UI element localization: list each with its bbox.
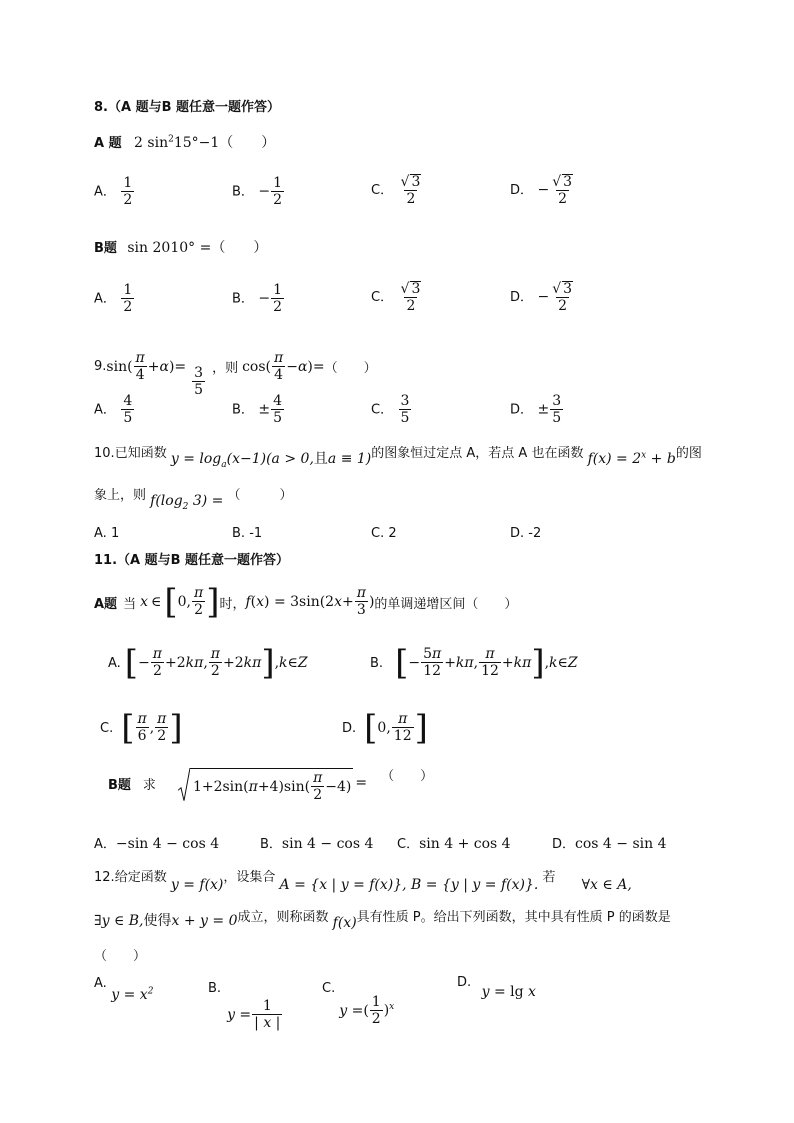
fraction: $\frac{3}{5}$: [400, 393, 410, 426]
q9-stem: 9. sin( $\frac{\pi}{4}$ +α)= $\frac{3}{5}$ ，则 cos( $\frac{\pi}{4}$ −α)= （ ）: [94, 350, 377, 398]
q10-option-c[interactable]: C. 2: [371, 526, 397, 541]
q8-a-expr: 2 $\sin^215^\circ-1$（ ）: [134, 134, 276, 151]
q8-a-option-d[interactable]: D． − $\frac{√ 3}{2}$: [510, 174, 576, 206]
q11-b-option-c[interactable]: C．sin 4 + cos 4: [397, 836, 511, 852]
fraction: $\frac{1}{2}$: [123, 282, 133, 315]
q10-option-d[interactable]: D. -2: [510, 526, 542, 541]
q12-option-a[interactable]: A. $y = x^2$: [94, 975, 154, 1003]
fraction: $\frac{\pi}{2}$: [157, 711, 167, 744]
q12-stem-line2: ∃y ∈ B,使得x + y = 0成立，则称函数 f(x)具有性质 P。给出下列函数，其中具有性质 P 的函数是: [94, 910, 671, 931]
fraction: $\frac{√ 3}{2}$: [400, 281, 421, 314]
fraction: $\frac{1}{| x |}$: [254, 998, 281, 1031]
q8-header: 8.（A 题与B 题任意一题作答）: [94, 100, 281, 115]
fraction: $\frac{\pi}{12}$: [393, 711, 412, 744]
q10-option-a[interactable]: A. 1: [94, 526, 120, 541]
fraction: $\frac{1}{2}$: [273, 175, 283, 208]
fraction: $\frac{\pi}{3}$: [356, 585, 366, 618]
fraction: $\frac{3}{5}$: [194, 365, 204, 398]
fraction: $\frac{\pi}{12}$: [481, 646, 499, 679]
fraction: $\frac{\pi}{4}$: [274, 350, 284, 383]
radical-sign-icon: [178, 768, 190, 802]
fraction: $\frac{\pi}{2}$: [193, 585, 204, 618]
q8-b-option-d[interactable]: D． − $\frac{√ 3}{2}$: [510, 281, 576, 313]
q10-func2: $f(x) = 2^x + b$: [587, 450, 676, 467]
fraction: $\frac{\pi}{4}$: [135, 350, 145, 383]
fraction: $\frac{1}{2}$: [123, 175, 133, 208]
q10-func3: $f(\log_2$ 3) =: [150, 493, 224, 512]
q9-option-d[interactable]: D． ± $\frac{3}{5}$: [510, 393, 562, 426]
q10-option-b[interactable]: B. -1: [232, 526, 263, 541]
q9-option-b[interactable]: B． ± $\frac{4}{5}$: [232, 393, 283, 426]
fraction: $\frac{3}{5}$: [552, 393, 562, 426]
q11-a-option-d[interactable]: D. [ 0, $\frac{\pi}{12}$ ]: [342, 708, 428, 748]
fraction: $\frac{\pi}{2}$: [152, 646, 162, 679]
fraction: $\frac{5\pi}{12}$: [423, 646, 442, 679]
q9-option-a[interactable]: A． $\frac{4}{5}$: [94, 393, 133, 426]
q11-b-option-b[interactable]: B．sin 4 − cos 4: [260, 836, 374, 852]
q10-stem-line2: 象上，则 $f(\log_2$ 3) = （ ）: [94, 488, 293, 512]
q12-func2: f(x): [332, 915, 357, 931]
fraction: $\frac{√ 3}{2}$: [552, 174, 573, 207]
q8-a-option-c[interactable]: C． $\frac{√ 3}{2}$: [371, 174, 424, 206]
q8-a-option-a[interactable]: A． $\frac{1}{2}$: [94, 175, 133, 208]
q11-b-stem: B题 求 1+2sin(π+4)sin( $\frac{\pi}{2}$ −4) = （ ）: [108, 768, 434, 803]
q8-a-label: A 题: [94, 136, 122, 151]
fraction: $\frac{√ 3}{2}$: [552, 281, 573, 314]
q12-sets: A = {x | y = f(x)}, B = {y | y = f(x)}.: [279, 877, 539, 893]
fraction: $\frac{√ 3}{2}$: [400, 174, 421, 207]
square-root: 1+2sin(π+4)sin( $\frac{\pi}{2}$ −4): [178, 768, 353, 802]
fraction: $\frac{4}{5}$: [123, 393, 133, 426]
q8-a-option-b[interactable]: B． − $\frac{1}{2}$: [232, 175, 283, 208]
fraction: $\frac{1}{2}$: [371, 994, 381, 1027]
q12-forall: ∀x ∈ A,: [581, 877, 632, 893]
q9-option-c[interactable]: C． $\frac{3}{5}$: [371, 393, 410, 426]
fraction: $\frac{1}{2}$: [273, 282, 283, 315]
q12-func1: y = f(x): [170, 877, 224, 893]
q12-paren: （ ）: [94, 949, 147, 964]
q11-a-option-b[interactable]: B. [ − $\frac{5\pi}{12}$ +kπ, $\frac{\pi}{12}$ +kπ ] ,k∈Z: [370, 643, 578, 683]
q8-b-stem: [94, 237, 267, 257]
q11-header: 11.（A 题与B 题任意一题作答）: [94, 553, 290, 568]
q11-a-option-c[interactable]: C. [ $\frac{\pi}{6}$ , $\frac{\pi}{2}$ ]: [100, 708, 183, 748]
q11-b-option-a[interactable]: A．−sin 4 − cos 4: [94, 836, 220, 852]
q10-stem-line1: 10.已知函数 $y = \log_a(x-1)(a > 0$,且a ≡ 1)的图象恒过定点 A，若点 A 也在函数 $f(x) = 2^x + b$的图: [94, 446, 702, 470]
fraction: $\frac{\pi}{2}$: [210, 646, 220, 679]
fraction: $\frac{\pi}{2}$: [313, 770, 323, 803]
q12-stem-line1: 12.给定函数 y = f(x)，设集合 A = {x | y = f(x)}, B = {y | y = f(x)}. 若 ∀x ∈ A,: [94, 870, 632, 893]
q12-exists: ∃y ∈ B,使得x + y = 0: [94, 913, 238, 929]
fraction: $\frac{4}{5}$: [273, 393, 283, 426]
q11-b-option-d[interactable]: D．cos 4 − sin 4: [552, 836, 667, 852]
q10-func1: $y = \log_a(x-1)(a > 0$,且a ≡ 1): [170, 451, 372, 470]
q12-option-b[interactable]: B. y = $\frac{1}{| x |}$: [208, 981, 281, 1031]
q11-a-option-a[interactable]: A. [ − $\frac{\pi}{2}$ +2kπ, $\frac{\pi}{2}$ +2kπ ] ,k∈Z: [108, 643, 308, 683]
q8-b-label: B题: [94, 241, 117, 256]
fraction: $\frac{\pi}{6}$: [137, 711, 147, 744]
q8-b-option-b[interactable]: B． − $\frac{1}{2}$: [232, 282, 283, 315]
q8-b-expr: sin 2010° =（ ）: [127, 240, 268, 256]
q8-a-stem: [94, 132, 275, 152]
q12-option-d[interactable]: D. y = lg x: [457, 975, 536, 1000]
q12-option-c[interactable]: C. y = ( $\frac{1}{2}$ )$^x$: [322, 981, 395, 1027]
q11-a-stem: A题 当 x ∈ [ 0, $\frac{\pi}{2}$ ] 时， f ( x ) = 3sin(2 x + $\frac{\pi}{3}$ ) 的单调递增区间（ ）: [94, 582, 518, 622]
q8-b-option-c[interactable]: C． $\frac{√ 3}{2}$: [371, 281, 424, 313]
q8-b-option-a[interactable]: A． $\frac{1}{2}$: [94, 282, 133, 315]
